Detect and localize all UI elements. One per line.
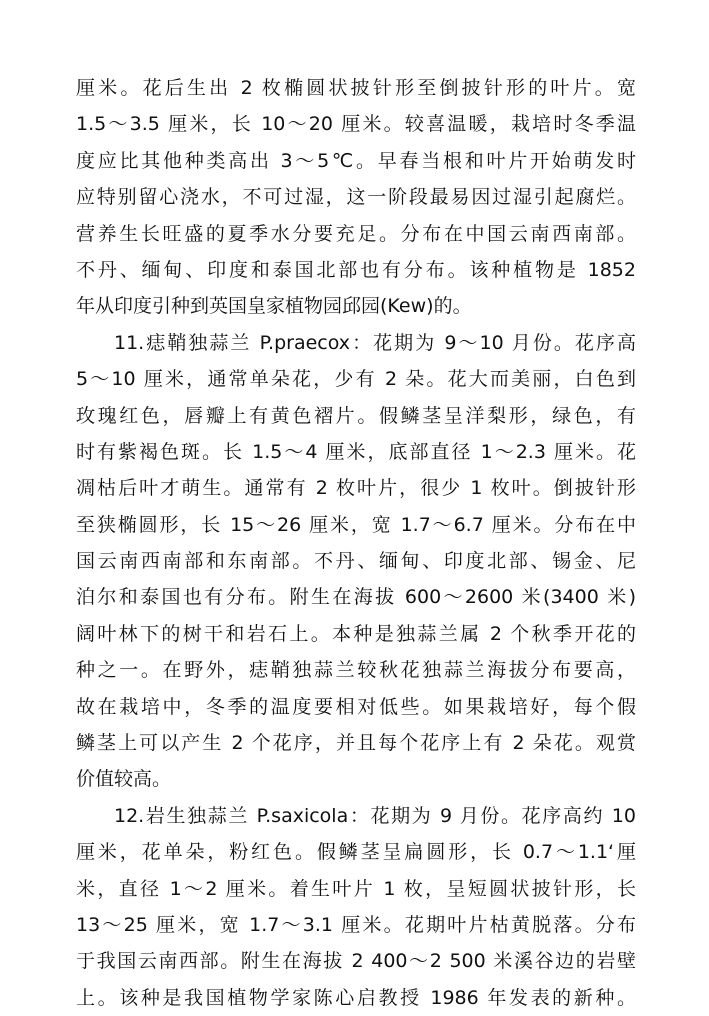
text-line: 价值较高。 [76, 768, 172, 791]
text-line: 不丹、缅甸、印度和泰国北部也有分布。该种植物是 1852 [76, 258, 636, 281]
body-text [76, 70, 636, 1016]
text-line: 厘米。花后生出 2 枚椭圆状披针形至倒披针形的叶片。宽 [76, 77, 636, 99]
text-line: 泊尔和泰国也有分布。附生在海拔 600～2600 米(3400 米) [76, 586, 636, 609]
text-line: 至狭椭圆形，长 15～26 厘米，宽 1.7～6.7 厘米。分布在中 [76, 513, 636, 536]
text-line: 于我国云南西部。附生在海拔 2 400～2 500 米溪谷边的岩壁 [76, 950, 636, 973]
text-line: 玫瑰红色，唇瓣上有黄色褶片。假鳞茎呈洋梨形，绿色，有 [76, 404, 636, 427]
text-line: 米，直径 1～2 厘米。着生叶片 1 枚，呈短圆状披针形，长 [76, 877, 636, 900]
text-line: 度应比其他种类高出 3～5℃。早春当根和叶片开始萌发时 [76, 149, 636, 172]
text-line: 12.岩生独蒜兰 P.saxicola：花期为 9 月份。花序高约 10 [114, 804, 636, 827]
text-line: 上。该种是我国植物学家陈心启教授 1986 年发表的新种。 [76, 986, 636, 1009]
text-line: 故在栽培中，冬季的温度要相对低些。如果栽培好，每个假 [76, 695, 636, 718]
text-line: 5～10 厘米，通常单朵花，少有 2 朵。花大而美丽，白色到 [76, 368, 636, 391]
text-line: 11.痣鞘独蒜兰 P.praecox：花期为 9～10 月份。花序高 [114, 331, 636, 354]
paragraph-continuation [76, 70, 636, 325]
text-line: 阔叶林下的树干和岩石上。本种是独蒜兰属 2 个秋季开花的 [76, 622, 636, 645]
text-line: 应特别留心浇水，不可过湿，这一阶段最易因过湿引起腐烂。 [76, 186, 636, 209]
text-line: 鳞茎上可以产生 2 个花序，并且每个花序上有 2 朵花。观赏 [76, 732, 636, 755]
text-line: 国云南西南部和东南部。不丹、缅甸、印度北部、锡金、尼 [76, 550, 636, 573]
text-line: 时有紫褐色斑。长 1.5～4 厘米，底部直径 1～2.3 厘米。花 [76, 440, 636, 463]
text-line: 厘米，花单朵，粉红色。假鳞茎呈扁圆形，长 0.7～1.1‘厘 [76, 841, 636, 864]
text-line: 13～25 厘米，宽 1.7～3.1 厘米。花期叶片枯黄脱落。分布 [76, 913, 636, 936]
text-line: 1.5～3.5 厘米，长 10～20 厘米。较喜温暖，栽培时冬季温 [76, 113, 636, 136]
paragraph-species-11 [76, 325, 636, 798]
text-line: 种之一。在野外，痣鞘独蒜兰较秋花独蒜兰海拔分布要高， [76, 659, 636, 682]
text-line: 营养生长旺盛的夏季水分要充足。分布在中国云南西南部。 [76, 222, 636, 245]
text-line: 凋枯后叶才萌生。通常有 2 枚叶片，很少 1 枚叶。倒披针形 [76, 477, 636, 500]
paragraph-species-12 [76, 798, 636, 1016]
text-line: 年从印度引种到英国皇家植物园邱园(Kew)的。 [76, 295, 472, 318]
